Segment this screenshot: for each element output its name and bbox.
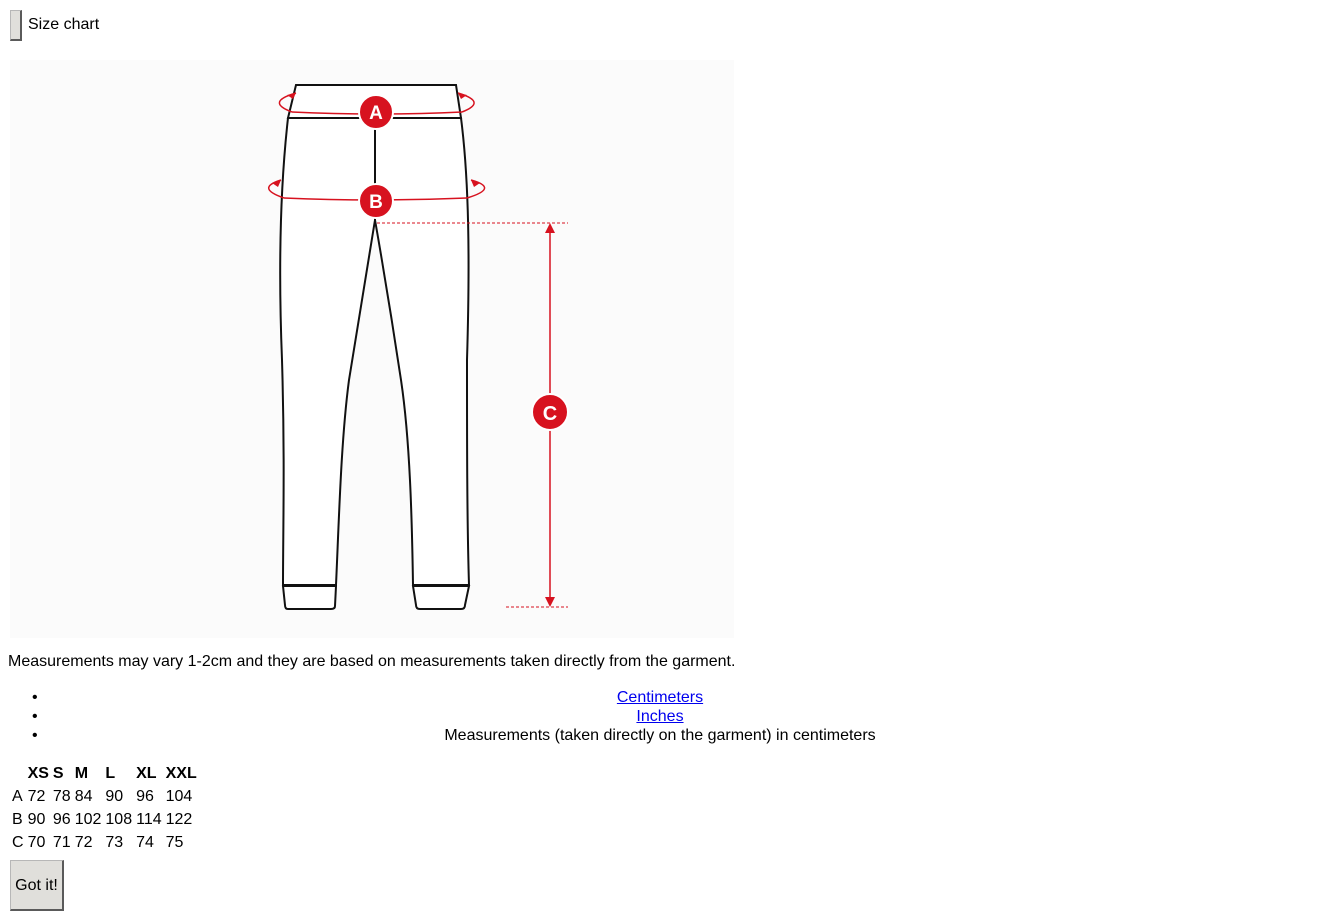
table-cell: 72	[27, 788, 46, 805]
table-corner	[11, 763, 25, 784]
unit-tabs	[0, 688, 876, 745]
table-row	[11, 809, 198, 830]
bullet-icon: •	[32, 689, 38, 706]
table-row	[11, 786, 198, 807]
arrowhead-icon	[545, 223, 555, 233]
table-cell: 122	[165, 811, 193, 828]
column-header: M	[74, 765, 89, 782]
table-cell: 114	[136, 811, 162, 828]
inches-link[interactable]: Inches	[636, 708, 684, 725]
got-it-button[interactable]: Got it!	[10, 860, 64, 911]
table-cell: 75	[165, 834, 184, 851]
column-header: S	[52, 765, 64, 782]
unit-tab-inches	[0, 707, 800, 726]
table-cell: 73	[105, 834, 124, 851]
column-header: XS	[27, 765, 49, 782]
measurement-note: Measurements may vary 1-2cm and they are based on measurements taken directly from the garment.	[8, 653, 736, 670]
table-cell: 74	[136, 834, 154, 851]
table-header-row	[11, 763, 198, 784]
column-header: L	[105, 765, 116, 782]
centimeters-link[interactable]: Centimeters	[616, 689, 704, 706]
bullet-icon: •	[32, 708, 38, 725]
marker-a-label: A	[369, 103, 383, 124]
table-cell: 104	[165, 788, 193, 805]
table-cell: 84	[74, 788, 93, 805]
measurement-diagram	[10, 60, 734, 638]
marker-c-label: C	[542, 403, 558, 425]
marker-b-label: B	[369, 192, 383, 213]
marker-c	[532, 394, 568, 430]
arrowhead-icon	[545, 597, 555, 607]
column-header: XXL	[165, 765, 197, 782]
table-row	[11, 832, 198, 853]
table-cell: 72	[74, 834, 93, 851]
unit-description-item	[0, 726, 876, 745]
column-header: XL	[136, 765, 157, 782]
table-cell: 90	[27, 811, 46, 828]
table-cell: 108	[105, 811, 133, 828]
table-cell: 96	[136, 788, 154, 805]
unit-description: Measurements (taken directly on the garment) in centimeters	[444, 727, 876, 744]
modal-header	[10, 9, 99, 41]
table-cell: 78	[52, 788, 71, 805]
unit-tab-centimeters	[0, 688, 800, 707]
table-cell: 70	[27, 834, 46, 851]
leggings-diagram-icon	[10, 60, 734, 638]
right-cuff	[413, 586, 469, 609]
bullet-icon: •	[32, 727, 38, 744]
row-label: A	[12, 788, 23, 805]
table-cell: 102	[74, 811, 102, 828]
table-cell: 90	[105, 788, 124, 805]
close-button[interactable]	[10, 10, 22, 41]
size-table	[9, 761, 200, 855]
left-cuff	[283, 586, 336, 609]
table-cell: 71	[52, 834, 71, 851]
row-label: C	[12, 834, 24, 851]
row-label: B	[12, 811, 23, 828]
table-cell: 96	[52, 811, 71, 828]
marker-a	[359, 95, 393, 129]
modal-title: Size chart	[28, 16, 100, 33]
marker-b	[359, 184, 393, 218]
